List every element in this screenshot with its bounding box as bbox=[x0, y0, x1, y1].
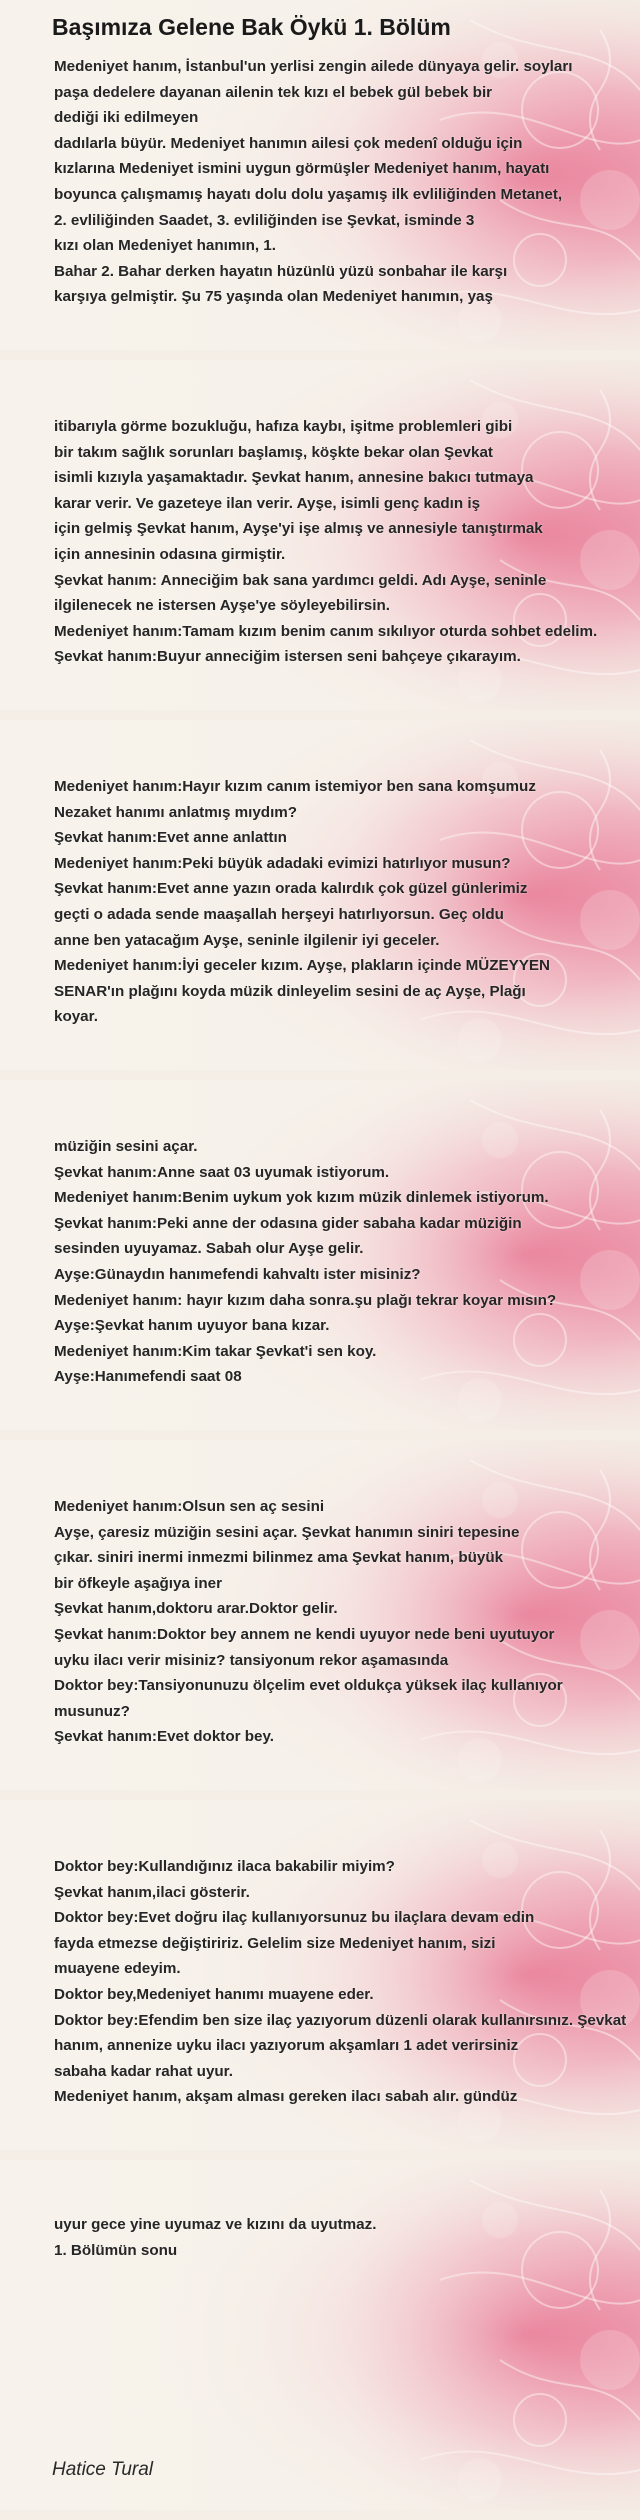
story-line: boyunca çalışmamış hayatı dolu dolu yaşamış ilk evliliğinden Metanet, bbox=[54, 185, 563, 203]
page-title: Başımıza Gelene Bak Öykü 1. Bölüm bbox=[52, 14, 451, 40]
story-line: isimli kızıyla yaşamaktadır. Şevkat hanım, annesine bakıcı tutmaya bbox=[54, 469, 534, 487]
story-line: Ayşe:Günaydın hanımefendi kahvaltı ister misiniz? bbox=[54, 1265, 421, 1283]
story-line: Ayşe, çaresiz müziğin sesini açar. Şevkat hanımın siniri tepesine bbox=[54, 1523, 520, 1541]
story-line: Medeniyet hanım: hayır kızım daha sonra.şu plağı tekrar koyar mısın? bbox=[54, 1291, 557, 1309]
story-line: itibarıyla görme bozukluğu, hafıza kaybı, işitme problemleri gibi bbox=[54, 418, 513, 435]
story-line: Şevkat hanım:Evet anne anlattın bbox=[54, 829, 287, 847]
story-line: bir öfkeyle aşağıya iner bbox=[54, 1574, 222, 1592]
story-line: muayene edeyim. bbox=[54, 1960, 181, 1978]
story-line: koyar. bbox=[54, 1008, 98, 1026]
story-line: Şevkat hanım:Anne saat 03 uyumak istiyorum. bbox=[54, 1163, 390, 1181]
story-line: Medeniyet hanım:İyi geceler kızım. Ayşe, plakların içinde MÜZEYYEN bbox=[54, 957, 551, 975]
story-line: Doktor bey:Efendim ben size ilaç yazıyorum düzenli olarak kullanırsınız. Şevkat bbox=[54, 2011, 627, 2029]
story-line: Şevkat hanım,ilaci gösterir. bbox=[54, 1883, 250, 1901]
story-line: paşa dedelere dayanan ailenin tek kızı el bebek gül bebek bir bbox=[54, 83, 493, 101]
story-line: Medeniyet hanım:Kim takar Şevkat'i sen koy. bbox=[54, 1342, 377, 1360]
story-line: kızı olan Medeniyet hanımın, 1. bbox=[54, 237, 276, 255]
story-line: için gelmiş Şevkat hanım, Ayşe'yi işe almış ve annesiyle tanıştırmak bbox=[54, 520, 543, 538]
story-line: uyku ilacı verir misiniz? tansiyonum rekor aşamasında bbox=[54, 1651, 449, 1669]
story-line: Doktor bey,Medeniyet hanımı muayene eder. bbox=[54, 1985, 374, 2003]
story-line: Medeniyet hanım, İstanbul'un yerlisi zengin ailede dünyaya gelir. soyları bbox=[54, 58, 573, 75]
story-line: Medeniyet hanım:Hayır kızım canım istemiyor ben sana komşumuz bbox=[54, 778, 536, 795]
story-line: karar verir. Ve gazeteye ilan verir. Ayşe, isimli genç kadın iş bbox=[54, 494, 481, 512]
story-line: fayda etmezse değiştiririz. Gelelim size Medeniyet hanım, sizi bbox=[54, 1934, 496, 1952]
story-section bbox=[54, 774, 638, 1030]
story-line: hanım, annenize uyku ilacı yazıyorum akşamları 1 adet verirsiniz bbox=[54, 2037, 519, 2055]
story-line: çıkar. siniri inermi inmezmi bilinmez ama Şevkat hanım, büyük bbox=[54, 1549, 504, 1567]
story-line: Nezaket hanımı anlatmış mıydım? bbox=[54, 803, 298, 821]
story-line: kızlarına Medeniyet ismini uygun görmüşler Medeniyet hanım, hayatı bbox=[54, 160, 550, 178]
story-line: bir takım sağlık sorunları başlamış, köşkte bekar olan Şevkat bbox=[54, 443, 493, 461]
story-line: Ayşe:Şevkat hanım uyuyor bana kızar. bbox=[54, 1317, 330, 1335]
story-line: için annesinin odasına girmiştir. bbox=[54, 545, 286, 563]
story-line: uyur gece yine uyumaz ve kızını da uyutmaz. bbox=[54, 2216, 377, 2233]
story-line: dediği iki edilmeyen bbox=[54, 109, 199, 127]
story-line: 2. evliliğinden Saadet, 3. evliliğinden ise Şevkat, isminde 3 bbox=[54, 211, 475, 229]
story-line: sabaha kadar rahat uyur. bbox=[54, 2062, 233, 2080]
story-line: Medeniyet hanım:Olsun sen aç sesini bbox=[54, 1498, 325, 1515]
story-line: Medeniyet hanım:Peki büyük adadaki evimizi hatırlıyor musun? bbox=[54, 854, 511, 872]
story-line: Şevkat hanım: Anneciğim bak sana yardımcı geldi. Adı Ayşe, seninle bbox=[54, 571, 547, 589]
story-line: SENAR'ın plağını koyda müzik dinleyelim sesini de aç Ayşe, Plağı bbox=[54, 982, 526, 1000]
story-line: geçti o adada sende maaşallah herşeyi hatırlıyorsun. Geç oldu bbox=[54, 905, 504, 923]
story-section bbox=[54, 1854, 638, 2110]
story-section bbox=[54, 2212, 638, 2263]
story-line: Doktor bey:Tansiyonunuzu ölçelim evet oldukça yüksek ilaç kullanıyor bbox=[54, 1677, 563, 1695]
story-line: müziğin sesini açar. bbox=[54, 1138, 198, 1155]
story-line: ilgilenecek ne istersen Ayşe'ye söyleyebilirsin. bbox=[54, 597, 390, 615]
story-line: Şevkat hanım:Doktor bey annem ne kendi uyuyor nede beni uyutuyor bbox=[54, 1625, 555, 1643]
story-section bbox=[54, 54, 638, 310]
story-section bbox=[54, 414, 638, 670]
story-line: sesinden uyuyamaz. Sabah olur Ayşe gelir. bbox=[54, 1240, 364, 1258]
story-line: Medeniyet hanım:Tamam kızım benim canım sıkılıyor oturda sohbet edelim. bbox=[54, 622, 598, 640]
story-section bbox=[54, 1494, 638, 1750]
story-line: dadılarla büyür. Medeniyet hanımın ailesi çok medenî olduğu için bbox=[54, 134, 523, 152]
author-name: Hatice Tural bbox=[52, 2459, 154, 2480]
story-line: Şevkat hanım,doktoru arar.Doktor gelir. bbox=[54, 1600, 338, 1618]
story-line: Şevkat hanım:Evet anne yazın orada kalırdık çok güzel günlerimiz bbox=[54, 880, 528, 898]
story-line: Doktor bey:Kullandığınız ilaca bakabilir miyim? bbox=[54, 1858, 395, 1875]
story-line: anne ben yatacağım Ayşe, seninle ilgilenir iyi geceler. bbox=[54, 931, 440, 949]
story-line: Doktor bey:Evet doğru ilaç kullanıyorsunuz bu ilaçlara devam edin bbox=[54, 1909, 535, 1927]
story-line: Medeniyet hanım, akşam alması gereken ilacı sabah alır. gündüz bbox=[54, 2088, 518, 2106]
story-line: musunuz? bbox=[54, 1702, 130, 1720]
story-line: Şevkat hanım:Buyur anneciğim istersen seni bahçeye çıkarayım. bbox=[54, 648, 521, 666]
story-line: Şevkat hanım:Peki anne der odasına gider sabaha kadar müziğin bbox=[54, 1214, 522, 1232]
story-line: Bahar 2. Bahar derken hayatın hüzünlü yüzü sonbahar ile karşı bbox=[54, 262, 508, 280]
story-line: karşıya gelmiştir. Şu 75 yaşında olan Medeniyet hanımın, yaş bbox=[54, 288, 493, 306]
story-section bbox=[54, 1134, 638, 1390]
story-line: Ayşe:Hanımefendi saat 08 bbox=[54, 1368, 242, 1386]
story-line: Medeniyet hanım:Benim uykum yok kızım müzik dinlemek istiyorum. bbox=[54, 1189, 549, 1207]
story-line: 1. Bölümün sonu bbox=[54, 2241, 178, 2259]
story-line: Şevkat hanım:Evet doktor bey. bbox=[54, 1728, 275, 1746]
